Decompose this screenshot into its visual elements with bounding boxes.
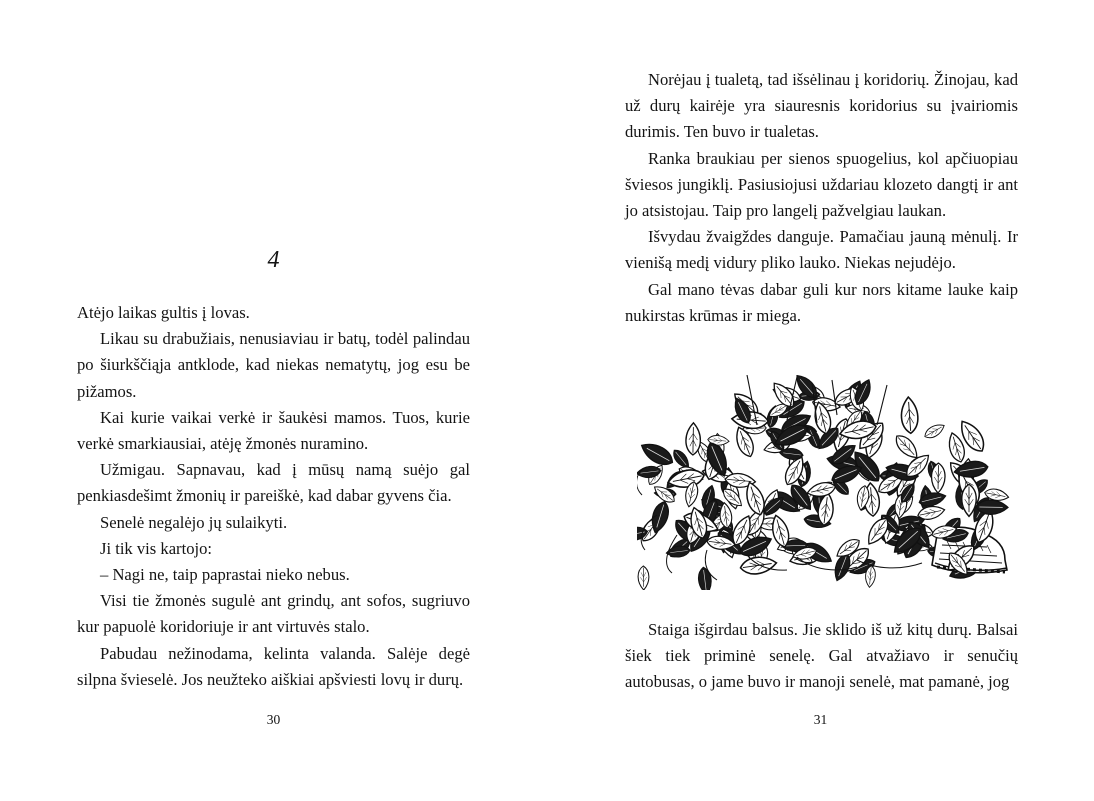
paragraph: Visi tie žmonės sugulė ant grindų, ant sofos, sugriuvo kur papuolė koridoriuje ir ant virtuvės stalo. <box>77 591 470 637</box>
paragraph: Užmigau. Sapnavau, kad į mūsų namą suėjo gal penkiasdešimt žmonių ir pareiškė, kad dabar gyvens čia. <box>77 460 470 506</box>
leaf-icon <box>638 566 649 590</box>
leaf-icon <box>976 500 1008 515</box>
paragraph: Gal mano tėvas dabar guli kur nors kitame lauke kaip nukirstas krūmas ir miega. <box>625 279 1018 325</box>
bush-illustration <box>637 375 1017 590</box>
paragraph: Staiga išgirdau balsus. Jie sklido iš už kitų durų. Balsai šiek tiek priminė senelę. Gal atvažiavo ir senučių autobusas, o jame buvo ir manoji senelė, mat pamanė, jog <box>625 620 1018 692</box>
leaf-icon <box>931 463 945 493</box>
right-page-text-bottom <box>625 617 1018 696</box>
paragraph: – Nagi ne, taip paprastai nieko nebus. <box>100 565 350 585</box>
leaf-icon <box>638 438 676 469</box>
paragraph: Kai kurie vaikai verkė ir šaukėsi mamos. Tuos, kurie verkė smarkiausiai, atėję žmonės nuramino. <box>77 407 470 454</box>
leaf-icon <box>739 555 777 576</box>
chapter-number: 4 <box>267 247 280 273</box>
paragraph: Senelė negalėjo jų sulaikyti. <box>100 512 288 532</box>
paragraph: Ranka braukiau per sienos spuogelius, kol apčiuopiau šviesos jungiklį. Pasiusiojusi uždariau klozeto dangtį ir ant jo atsistojau. Taip pro langelį pažvelgiau laukan. <box>625 148 1018 221</box>
page-number-left: 30 <box>266 712 281 727</box>
right-page-text-top <box>625 67 1018 329</box>
paragraph: Norėjau į tualetą, tad išsėlinau į koridorių. Žinojau, kad už durų kairėje yra siauresnis koridorius su įvairiomis durimis. Ten buvo ir tualetas. <box>625 70 1018 142</box>
twig-icon <box>877 385 887 425</box>
leaf-icon <box>900 397 919 434</box>
paragraph: Likau su drabužiais, nenusiaviau ir batų, todėl palindau po šiurkščiąja antklode, kad niekas nematytų, jog esu be pižamos. <box>77 329 470 401</box>
leaf-icon <box>697 567 713 590</box>
right-page <box>547 0 1094 801</box>
leaf-icon <box>922 421 946 441</box>
paragraph: Atėjo laikas gultis į lovas. <box>77 303 250 322</box>
leaf-icon <box>686 423 701 455</box>
paragraph: Pabudau nežinodama, kelinta valanda. Salėje degė silpna švieselė. Jos neužteko aiškiai apšviesti lovų ir durų. <box>77 643 470 689</box>
paragraph: Išvydau žvaigždes danguje. Pamačiau jauną mėnulį. Ir vienišą medį vidury pliko lauko. Niekas nejudėjo. <box>625 227 1018 273</box>
page-number-right: 31 <box>813 712 828 727</box>
left-page-text <box>77 300 470 693</box>
paragraph: Ji tik vis kartojo: <box>100 538 213 558</box>
